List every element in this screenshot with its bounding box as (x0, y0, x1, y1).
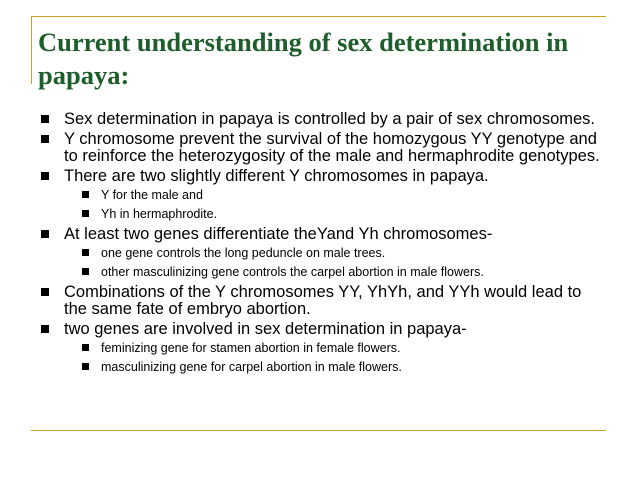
square-bullet-icon (41, 288, 49, 296)
bullet-item (38, 168, 604, 185)
bullet-item (38, 321, 604, 338)
bullet-text: Sex determination in papaya is controlled by a pair of sex chromosomes. (64, 110, 596, 128)
sub-bullet-item (38, 188, 604, 202)
square-bullet-icon (41, 115, 49, 123)
sub-bullet-item (38, 265, 604, 279)
sub-bullet-text: masculinizing gene for carpel abortion in male flowers. (101, 360, 402, 374)
bullet-text: Y chromosome prevent the survival of the homozygous YY genotype and to reinforce the heterozygosity of the male and hermaphrodite genotypes. (64, 130, 600, 165)
bullet-text: There are two slightly different Y chromosomes in papaya. (64, 167, 489, 185)
left-rule (31, 16, 32, 84)
sub-bullet-item (38, 246, 604, 260)
bullet-item (38, 131, 604, 165)
square-bullet-icon (82, 363, 89, 370)
top-rule (31, 16, 606, 17)
bullet-text: two genes are involved in sex determination in papaya- (64, 320, 467, 338)
bullet-item (38, 111, 604, 128)
square-bullet-icon (41, 135, 49, 143)
bullet-text: Combinations of the Y chromosomes YY, YhYh, and YYh would lead to the same fate of embryo abortion. (64, 283, 582, 318)
sub-bullet-item (38, 341, 604, 355)
square-bullet-icon (82, 249, 89, 256)
sub-bullet-text: one gene controls the long peduncle on male trees. (101, 246, 386, 260)
sub-bullet-text: Yh in hermaphrodite. (101, 207, 218, 221)
sub-bullet-text: feminizing gene for stamen abortion in female flowers. (101, 341, 401, 355)
square-bullet-icon (82, 268, 89, 275)
bullet-item (38, 284, 604, 318)
bullet-item (38, 226, 604, 243)
sub-bullet-text: Y for the male and (101, 188, 203, 202)
bottom-rule (31, 430, 606, 431)
square-bullet-icon (82, 210, 89, 217)
square-bullet-icon (41, 230, 49, 238)
sub-bullet-text: other masculinizing gene controls the carpel abortion in male flowers. (101, 265, 484, 279)
sub-bullet-item (38, 207, 604, 221)
square-bullet-icon (41, 172, 49, 180)
slide-title: Current understanding of sex determination in papaya: (38, 27, 569, 90)
square-bullet-icon (41, 325, 49, 333)
sub-bullet-item (38, 360, 604, 374)
bullet-list (38, 111, 604, 379)
square-bullet-icon (82, 344, 89, 351)
bullet-text: At least two genes differentiate theYand Yh chromosomes- (64, 225, 493, 243)
square-bullet-icon (82, 191, 89, 198)
